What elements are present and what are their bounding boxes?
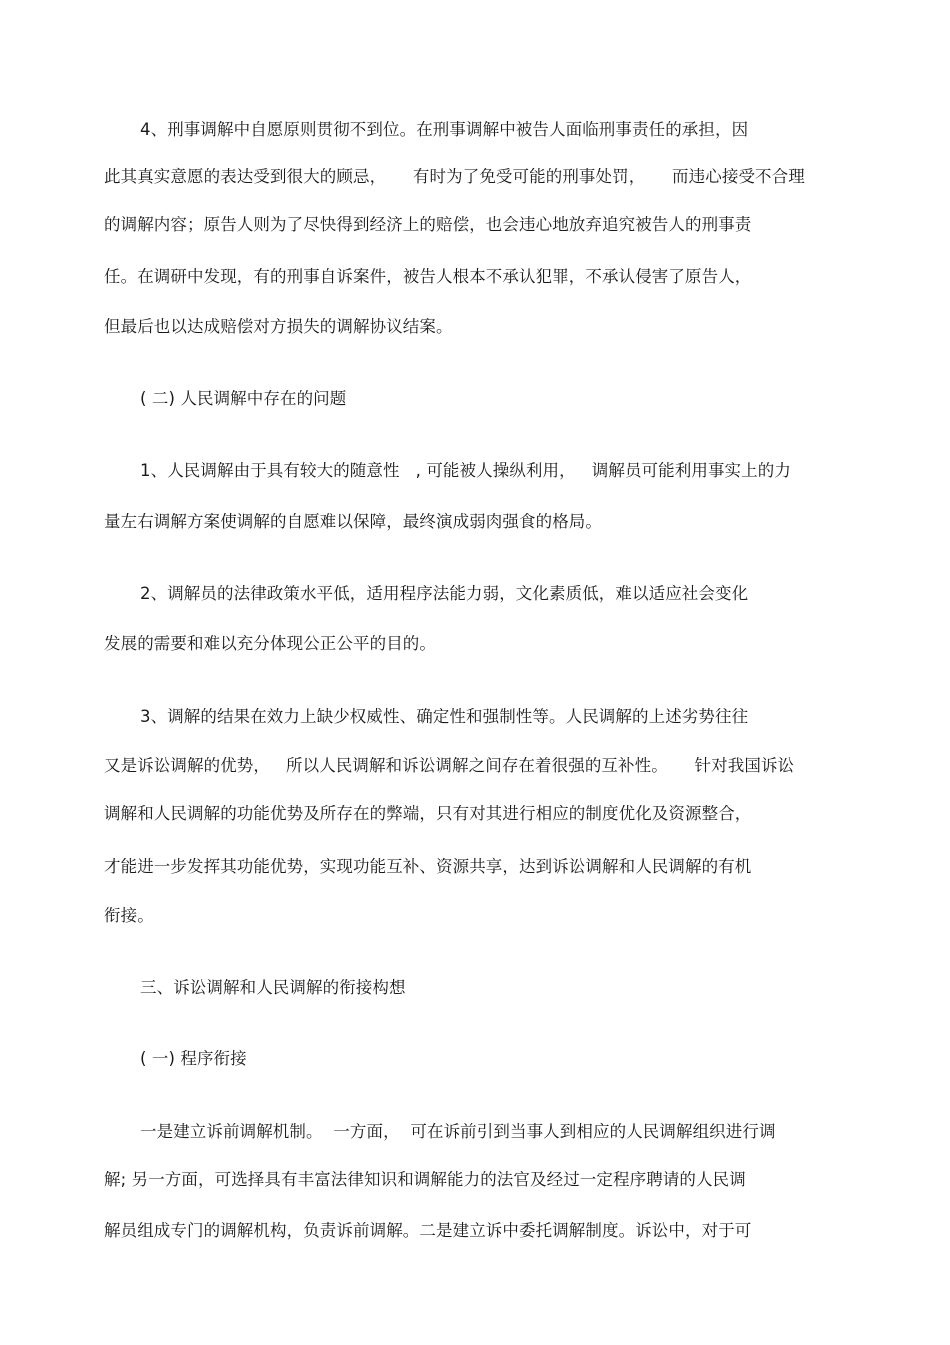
text-line: 一是建立诉前调解机制。 一方面， 可在诉前引到当事人到相应的人民调解组织进行调 bbox=[140, 1122, 776, 1141]
text-line: 衔接。 bbox=[104, 906, 154, 925]
text-line: 3、调解的结果在效力上缺少权威性、确定性和强制性等。人民调解的上述劣势往往 bbox=[140, 707, 749, 726]
section-heading: ( 二) 人民调解中存在的问题 bbox=[140, 389, 347, 408]
text-line: 解; 另一方面，可选择具有丰富法律知识和调解能力的法官及经过一定程序聘请的人民调 bbox=[104, 1170, 746, 1189]
section-heading: 三、诉讼调解和人民调解的衔接构想 bbox=[140, 978, 406, 997]
text-line: 此其真实意愿的表达受到很大的顾忌， 有时为了免受可能的刑事处罚， 而违心接受不合理 bbox=[104, 167, 805, 186]
text-line: 任。在调研中发现，有的刑事自诉案件，被告人根本不承认犯罪，不承认侵害了原告人， bbox=[104, 267, 752, 286]
subsection-heading: ( 一) 程序衔接 bbox=[140, 1049, 247, 1068]
text-line: 发展的需要和难以充分体现公正公平的目的。 bbox=[104, 634, 436, 653]
text-line: 调解和人民调解的功能优势及所存在的弊端，只有对其进行相应的制度优化及资源整合， bbox=[104, 804, 752, 823]
text-line: 2、调解员的法律政策水平低，适用程序法能力弱，文化素质低，难以适应社会变化 bbox=[140, 584, 749, 603]
text-line: 又是诉讼调解的优势， 所以人民调解和诉讼调解之间存在着很强的互补性。 针对我国诉讼 bbox=[104, 756, 795, 775]
text-line: 的调解内容；原告人则为了尽快得到经济上的赔偿，也会违心地放弃追究被告人的刑事责 bbox=[104, 215, 752, 234]
text-line: 解员组成专门的调解机构，负责诉前调解。二是建立诉中委托调解制度。诉讼中，对于可 bbox=[104, 1221, 752, 1240]
text-line: 1、人民调解由于具有较大的随意性 , 可能被人操纵利用， 调解员可能利用事实上的力 bbox=[140, 461, 791, 480]
text-line: 4、刑事调解中自愿原则贯彻不到位。在刑事调解中被告人面临刑事责任的承担，因 bbox=[140, 120, 749, 139]
text-line: 但最后也以达成赔偿对方损失的调解协议结案。 bbox=[104, 317, 453, 336]
text-line: 量左右调解方案使调解的自愿难以保障，最终演成弱肉强食的格局。 bbox=[104, 512, 602, 531]
text-line: 才能进一步发挥其功能优势，实现功能互补、资源共享，达到诉讼调解和人民调解的有机 bbox=[104, 857, 752, 876]
